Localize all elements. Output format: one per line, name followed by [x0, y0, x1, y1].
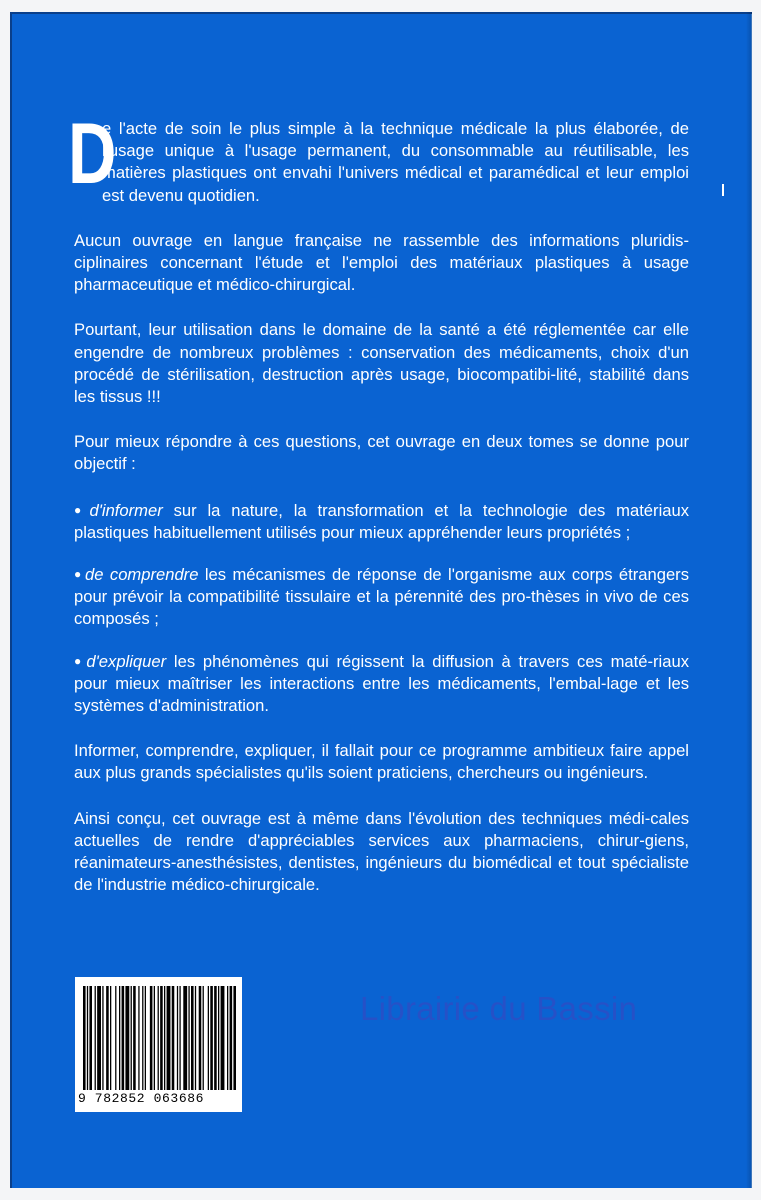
bullet-item-comprendre [74, 563, 689, 631]
barcode-bar [203, 986, 204, 1090]
isbn-barcode [75, 977, 242, 1112]
barcode-bar [122, 986, 125, 1090]
barcode-bar [167, 986, 171, 1090]
barcode-bar [164, 986, 165, 1090]
barcode-bar [191, 986, 194, 1090]
barcode-bar [199, 986, 202, 1090]
barcode-bar [150, 986, 153, 1090]
barcode-bar [158, 986, 159, 1090]
blurb-text [68, 106, 690, 919]
barcode-bar [208, 986, 209, 1090]
barcode-bar [195, 986, 196, 1090]
barcode-bar [214, 986, 217, 1090]
paragraph-3: Pourtant, leur utilisation dans le domaine de la santé a été réglementée car elle engendre de nombreux problèmes : conservation des médicaments, choix d'un procédé de stérilisation, destruction après usage, biocompatibi-lité, stabilité dans les tissus !!! [74, 320, 689, 407]
barcode-bar [172, 986, 175, 1090]
paragraph-1-text: e l'acte de soin le plus simple à la technique médicale la plus élaborée, de l'usage unique à l'usage permanent, du consommable au réutilisable, les matières plastiques ont envahi l'univers médical et paramédical et leur emploi est devenu quotidien. [102, 119, 689, 205]
barcode-bar [87, 986, 88, 1090]
barcode-bar [102, 986, 103, 1090]
barcode-bar [179, 986, 180, 1090]
bullet-keyword: de comprendre [85, 565, 199, 585]
barcode-bars [83, 986, 236, 1090]
paragraph-2: Aucun ouvrage en langue française ne rassemble des informations pluridis-ciplinaires concernant l'étude et l'emploi des matériaux plastiques à usage pharmaceutique et médico-chirurgical. [74, 230, 689, 295]
barcode-bar [210, 986, 213, 1090]
barcode-bar [106, 986, 109, 1090]
barcode-bar [89, 986, 92, 1090]
bullet-text: les phénomènes qui régissent la diffusion à travers ces maté-riaux pour mieux maîtriser les interactions entre les médicaments, l'embal-lage et les systèmes d'administration. [74, 651, 689, 716]
paragraph-6: Ainsi conçu, cet ouvrage est à même dans l'évolution des techniques médi-cales actuelles de rendre d'appréciables services aux pharmaciens, chirur-giens, réanimateurs-anesthésistes, dentistes, ingénieurs du biomédical et tout spécialiste de l'industrie médico-chirurgicale. [74, 808, 689, 895]
barcode-bar [142, 986, 143, 1090]
barcode-bar [221, 986, 225, 1090]
barcode-bar [227, 986, 228, 1090]
bullet-keyword: d'informer [89, 500, 163, 520]
barcode-bar [133, 986, 136, 1090]
barcode-bar [125, 986, 129, 1090]
bullet-item-expliquer [74, 650, 689, 718]
bullet-item-informer [74, 499, 689, 544]
paragraph-5: Informer, comprendre, expliquer, il fallait pour ce programme ambitieux faire appel aux plus grands spécialistes qu'ils soient praticiens, chercheurs ou ingénieurs. [74, 741, 689, 783]
barcode-bar [233, 986, 236, 1090]
bullet-icon: ● [74, 567, 84, 582]
watermark-text: Librairie du Bassin [360, 990, 638, 1027]
cover-mark [722, 184, 724, 196]
paragraph-4: Pour mieux répondre à ces questions, cet ouvrage en deux tomes se donne pour objectif : [74, 432, 689, 474]
barcode-bar [154, 986, 155, 1090]
bullet-text: les mécanismes de réponse de l'organisme aux corps étrangers pour prévoir la compatibilité tissulaire et la pérennité des pro-thèses in vivo de ces composés ; [74, 565, 689, 629]
bullet-keyword: d'expliquer [86, 651, 167, 671]
bullet-text: sur la nature, la transformation et la technologie des matériaux plastiques habituellement utilisés pour mieux appréhender leurs propriétés ; [74, 500, 690, 542]
barcode-bar [95, 986, 96, 1090]
barcode-bar [110, 986, 111, 1090]
barcode-bar [188, 986, 189, 1090]
barcode-bar [177, 986, 178, 1090]
bullet-icon: ● [74, 653, 85, 668]
barcode-bar [145, 986, 146, 1090]
barcode-bar [83, 986, 86, 1090]
barcode-bar [160, 986, 163, 1090]
barcode-bar [115, 986, 116, 1090]
paragraph-1 [68, 106, 689, 207]
drop-cap: D [68, 106, 117, 202]
bullet-icon: ● [74, 502, 88, 517]
barcode-bar [183, 986, 187, 1090]
barcode-bar [131, 986, 132, 1090]
barcode-bar [138, 986, 139, 1090]
barcode-bar [230, 986, 233, 1090]
isbn-digits: 9 782852 063686 [78, 1091, 205, 1106]
barcode-bar [119, 986, 120, 1090]
barcode-bar [218, 986, 219, 1090]
barcode-bar [97, 986, 101, 1090]
cover-edge-shadow [746, 12, 752, 1188]
